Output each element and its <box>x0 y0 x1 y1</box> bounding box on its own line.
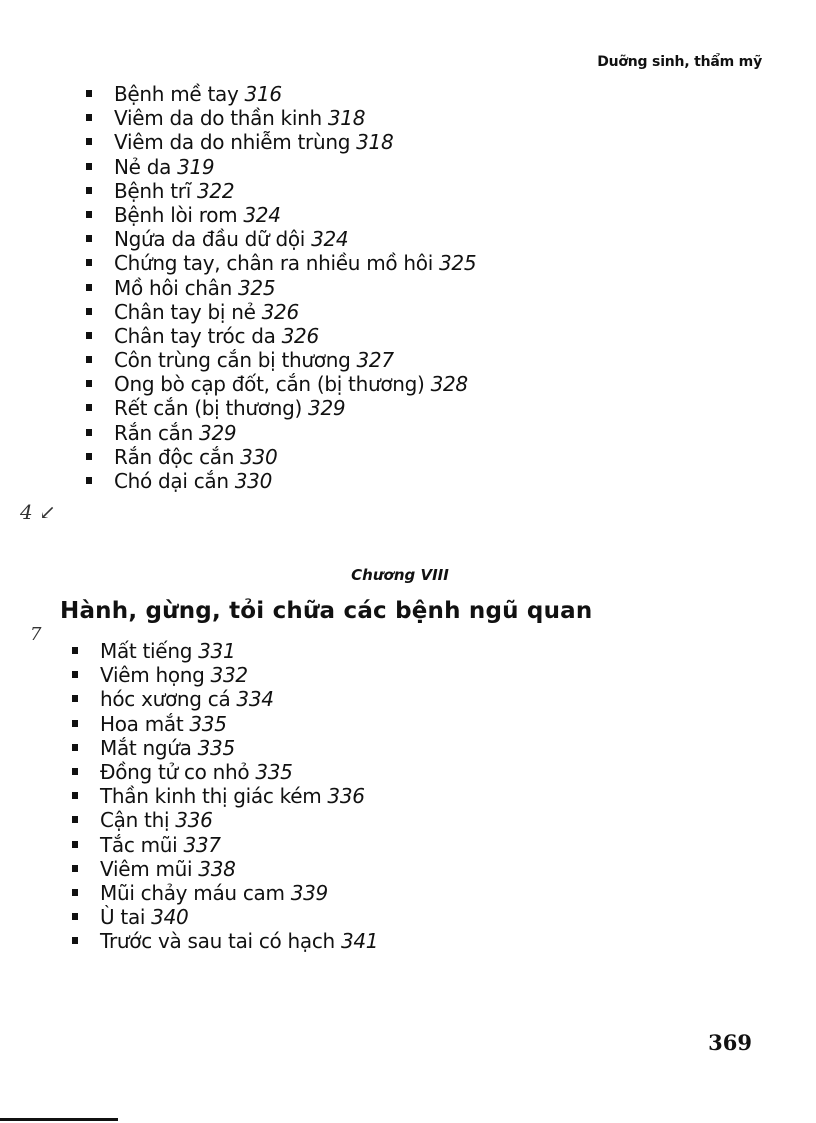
toc-entry <box>84 372 476 396</box>
toc-entry-title: Ngứa da đầu dữ dội <box>114 227 306 252</box>
toc-entry-title: Viêm họng <box>100 663 205 688</box>
bullet-icon <box>86 453 92 460</box>
toc-entry-page: 329 <box>199 420 237 445</box>
handwritten-mark: 7 <box>30 624 42 645</box>
toc-entry <box>84 469 476 493</box>
toc-entry-page: 327 <box>356 348 394 373</box>
bullet-icon <box>86 90 92 97</box>
toc-list-chapter-7 <box>84 82 476 493</box>
bullet-icon <box>72 647 78 654</box>
toc-entry-title: Chó dại cắn <box>114 469 229 493</box>
toc-entry <box>84 276 476 300</box>
bullet-icon <box>86 477 92 484</box>
bullet-icon <box>72 913 78 920</box>
toc-entry <box>70 712 378 736</box>
toc-entry-title: Viêm da do nhiễm trùng <box>114 130 351 155</box>
toc-entry-title: Viêm mũi <box>100 856 193 881</box>
toc-entry-page: 330 <box>234 469 273 493</box>
toc-entry-title: Đồng tử co nhỏ <box>100 759 250 784</box>
toc-entry-title: Mồ hôi chân <box>114 275 232 300</box>
bullet-icon <box>86 114 92 121</box>
toc-entry-page: 338 <box>198 856 236 881</box>
toc-entry <box>70 808 378 832</box>
toc-entry <box>70 881 378 905</box>
toc-entry <box>84 227 476 251</box>
toc-entry <box>84 203 476 227</box>
toc-entry-page: 336 <box>175 808 213 833</box>
bullet-icon <box>86 259 92 266</box>
bullet-icon <box>86 163 92 170</box>
toc-entry-page: 326 <box>261 299 299 324</box>
running-head: Duỡng sinh, thẩm mỹ <box>597 54 762 70</box>
toc-entry-title: Bệnh lòi rom <box>114 202 238 227</box>
toc-entry-page: 340 <box>151 905 189 930</box>
toc-entry-page: 339 <box>290 880 328 905</box>
toc-entry-page: 325 <box>438 251 477 276</box>
toc-entry <box>70 905 378 929</box>
bullet-icon <box>72 816 78 823</box>
toc-entry <box>70 784 378 808</box>
toc-entry-page: 329 <box>308 396 346 421</box>
toc-entry-page: 332 <box>210 663 248 688</box>
bullet-icon <box>86 284 92 291</box>
toc-entry-title: Nẻ da <box>114 154 172 179</box>
toc-entry-title: Mắt ngứa <box>100 735 192 760</box>
toc-entry <box>84 179 476 203</box>
toc-entry-page: 316 <box>244 82 282 106</box>
toc-entry-page: 328 <box>430 372 468 397</box>
page-number: 369 <box>708 1030 752 1055</box>
toc-entry <box>70 760 378 784</box>
toc-entry <box>84 445 476 469</box>
toc-entry-title: Trước và sau tai có hạch <box>100 929 335 954</box>
toc-entry-page: 341 <box>340 929 379 954</box>
toc-entry-title: Chân tay tróc da <box>114 323 276 348</box>
bullet-icon <box>72 792 78 799</box>
toc-entry-page: 334 <box>236 687 274 712</box>
toc-entry <box>70 833 378 857</box>
toc-entry <box>84 421 476 445</box>
bullet-icon <box>72 865 78 872</box>
toc-list-chapter-8 <box>70 639 378 953</box>
bullet-icon <box>86 332 92 339</box>
toc-entry <box>84 300 476 324</box>
toc-entry-title: Mất tiếng <box>100 639 193 663</box>
toc-entry-page: 318 <box>327 106 366 131</box>
bullet-icon <box>86 429 92 436</box>
toc-entry-page: 335 <box>255 759 293 784</box>
bullet-icon <box>86 308 92 315</box>
toc-entry <box>70 687 378 711</box>
toc-entry-page: 318 <box>356 130 394 155</box>
toc-entry <box>84 251 476 275</box>
bullet-icon <box>72 841 78 848</box>
toc-entry-title: Bệnh trĩ <box>114 178 191 203</box>
bullet-icon <box>86 404 92 411</box>
toc-entry-page: 326 <box>281 323 319 348</box>
toc-entry-page: 331 <box>198 639 236 663</box>
bullet-icon <box>86 211 92 218</box>
toc-entry <box>70 857 378 881</box>
toc-entry <box>84 130 476 154</box>
toc-entry <box>70 736 378 760</box>
toc-entry-title: Ù tai <box>100 905 146 930</box>
toc-entry-title: Chân tay bị nẻ <box>114 299 256 324</box>
bullet-icon <box>86 380 92 387</box>
toc-entry <box>84 348 476 372</box>
toc-entry-page: 330 <box>240 444 278 469</box>
toc-entry-page: 335 <box>197 735 235 760</box>
toc-entry-title: Bệnh mề tay <box>114 82 239 106</box>
toc-entry-title: Chứng tay, chân ra nhiều mồ hôi <box>114 251 433 276</box>
bullet-icon <box>86 138 92 145</box>
bullet-icon <box>72 744 78 751</box>
toc-entry-page: 336 <box>327 784 365 809</box>
bullet-icon <box>72 695 78 702</box>
bullet-icon <box>72 671 78 678</box>
toc-entry <box>70 663 378 687</box>
toc-entry-title: Rết cắn (bị thương) <box>114 396 303 421</box>
toc-entry-title: Viêm da do thần kinh <box>114 106 322 131</box>
toc-entry-title: Cận thị <box>100 808 170 833</box>
chapter-title: Hành, gừng, tỏi chữa các bệnh ngũ quan <box>60 598 593 624</box>
toc-entry <box>84 396 476 420</box>
toc-entry <box>84 324 476 348</box>
bullet-icon <box>72 720 78 727</box>
bullet-icon <box>86 187 92 194</box>
bullet-icon <box>72 937 78 944</box>
toc-entry <box>84 106 476 130</box>
toc-entry <box>84 82 476 106</box>
toc-entry-title: Thần kinh thị giác kém <box>100 784 322 809</box>
bullet-icon <box>72 889 78 896</box>
toc-entry-title: Mũi chảy máu cam <box>100 880 285 905</box>
chapter-label: Chương VIII <box>351 566 449 584</box>
toc-entry-title: Rắn cắn <box>114 420 194 445</box>
scan-edge-line <box>0 1118 118 1121</box>
toc-entry-title: hóc xương cá <box>100 687 231 712</box>
toc-entry <box>70 639 378 663</box>
bullet-icon <box>86 235 92 242</box>
toc-entry-title: Côn trùng cắn bị thương <box>114 348 351 373</box>
toc-entry-page: 322 <box>196 178 235 203</box>
toc-entry-page: 324 <box>243 202 281 227</box>
toc-entry-page: 319 <box>177 154 215 179</box>
toc-entry <box>70 929 378 953</box>
toc-entry <box>84 155 476 179</box>
toc-entry-page: 337 <box>183 832 221 857</box>
toc-entry-title: Ong bò cạp đốt, cắn (bị thương) <box>114 372 425 397</box>
bullet-icon <box>72 768 78 775</box>
bullet-icon <box>86 356 92 363</box>
toc-entry-title: Hoa mắt <box>100 711 184 736</box>
toc-entry-page: 325 <box>237 275 276 300</box>
toc-entry-title: Tắc mũi <box>100 832 178 857</box>
toc-entry-page: 335 <box>189 711 227 736</box>
toc-entry-page: 324 <box>311 227 349 252</box>
toc-entry-title: Rắn độc cắn <box>114 444 235 469</box>
handwritten-mark: 4 ↙ <box>20 500 56 524</box>
